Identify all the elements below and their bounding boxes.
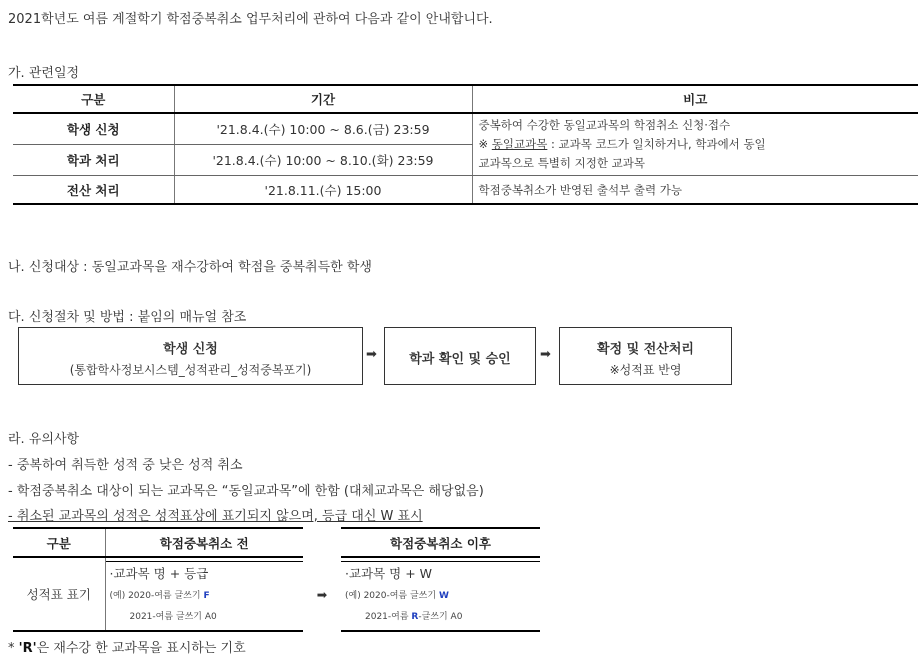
header-note: 비고 (472, 85, 918, 113)
after-cell (341, 557, 540, 631)
table-row (13, 176, 918, 205)
arrow-icon: ➡ (540, 347, 551, 362)
flow-step-title: 학생 신청 (163, 342, 218, 357)
footnote: * 'R'은 재수강 한 교과목을 표시하는 기호 (8, 641, 246, 656)
flow-step-dept-approve (384, 327, 536, 385)
flow-step-sub: ※성적표 반영 (609, 363, 682, 377)
before-example-1: (예) 2020-여름 글쓰기 F (109, 591, 210, 601)
arrow-icon: ➡ (366, 347, 377, 362)
row-note: 학점중복취소가 반영된 출석부 출력 가능 (472, 176, 918, 205)
table-row (13, 557, 540, 631)
flow-step-title: 확정 및 전산처리 (597, 342, 694, 357)
table-row (13, 113, 918, 145)
before-cell (105, 557, 303, 631)
before-example-2: 2021-여름 글쓰기 A0 (129, 612, 217, 622)
flow-step-sub: (통합학사정보시스템_성적관리_성적중복포기) (69, 363, 312, 377)
after-line: ·교과목 명 + W (341, 561, 540, 582)
comparison-header-row (13, 528, 540, 557)
comparison-table (13, 527, 540, 632)
row-category: 학과 처리 (13, 145, 174, 176)
notice-item: - 중복하여 취득한 성적 중 낮은 성적 취소 (8, 458, 243, 473)
notice-item: - 학점중복취소 대상이 되는 교과목은 “동일교과목”에 한함 (대체교과목은 해당없음) (8, 484, 484, 499)
header-category: 구분 (13, 528, 105, 557)
row-label: 성적표 표기 (13, 557, 105, 631)
flow-step-student-apply (18, 327, 363, 385)
row-period: '21.8.4.(수) 10:00 ~ 8.6.(금) 23:59 (174, 113, 472, 145)
row-note (472, 113, 918, 176)
row-category: 전산 처리 (13, 176, 174, 205)
note-term: 동일교과목 (491, 137, 548, 151)
after-example-1: (예) 2020-여름 글쓰기 W (345, 591, 449, 601)
row-period: '21.8.11.(수) 15:00 (174, 176, 472, 205)
row-period: '21.8.4.(수) 10:00 ~ 8.10.(화) 23:59 (174, 145, 472, 176)
section-ga-heading: 가. 관련일정 (8, 66, 80, 81)
note-main: 중복하여 수강한 동일교과목의 학점취소 신청·접수 (478, 118, 731, 132)
arrow-icon: ➡ (303, 557, 341, 631)
flow-step-finalize (559, 327, 732, 385)
section-da-heading: 다. 신청절차 및 방법 : 붙임의 매뉴얼 참조 (8, 310, 247, 325)
note-detail-2: 교과목으로 특별히 지정한 교과목 (478, 156, 645, 170)
notice-item: - 취소된 교과목의 성적은 성적표상에 표기되지 않으며, 등급 대신 W 표시 (8, 509, 423, 524)
note-detail: ※ 동일교과목 : 교과목 코드가 일치하거나, 학과에서 동일 (478, 137, 766, 151)
row-category: 학생 신청 (13, 113, 174, 145)
section-na-text: 나. 신청대상 : 동일교과목을 재수강하여 학점을 중복취득한 학생 (8, 260, 372, 275)
flow-step-title: 학과 확인 및 승인 (409, 352, 511, 367)
section-ra-heading: 라. 유의사항 (8, 432, 80, 447)
header-after: 학점중복취소 이후 (341, 528, 540, 557)
intro-text: 2021학년도 여름 계절학기 학점중복취소 업무처리에 관하여 다음과 같이 안내합니다. (8, 12, 493, 27)
before-line: ·교과목 명 + 등급 (106, 561, 304, 582)
after-example-2: 2021-여름 R-글쓰기 A0 (365, 612, 463, 622)
header-period: 기간 (174, 85, 472, 113)
header-category: 구분 (13, 85, 174, 113)
schedule-header-row (13, 85, 918, 113)
schedule-table (13, 84, 918, 205)
header-before: 학점중복취소 전 (105, 528, 303, 557)
